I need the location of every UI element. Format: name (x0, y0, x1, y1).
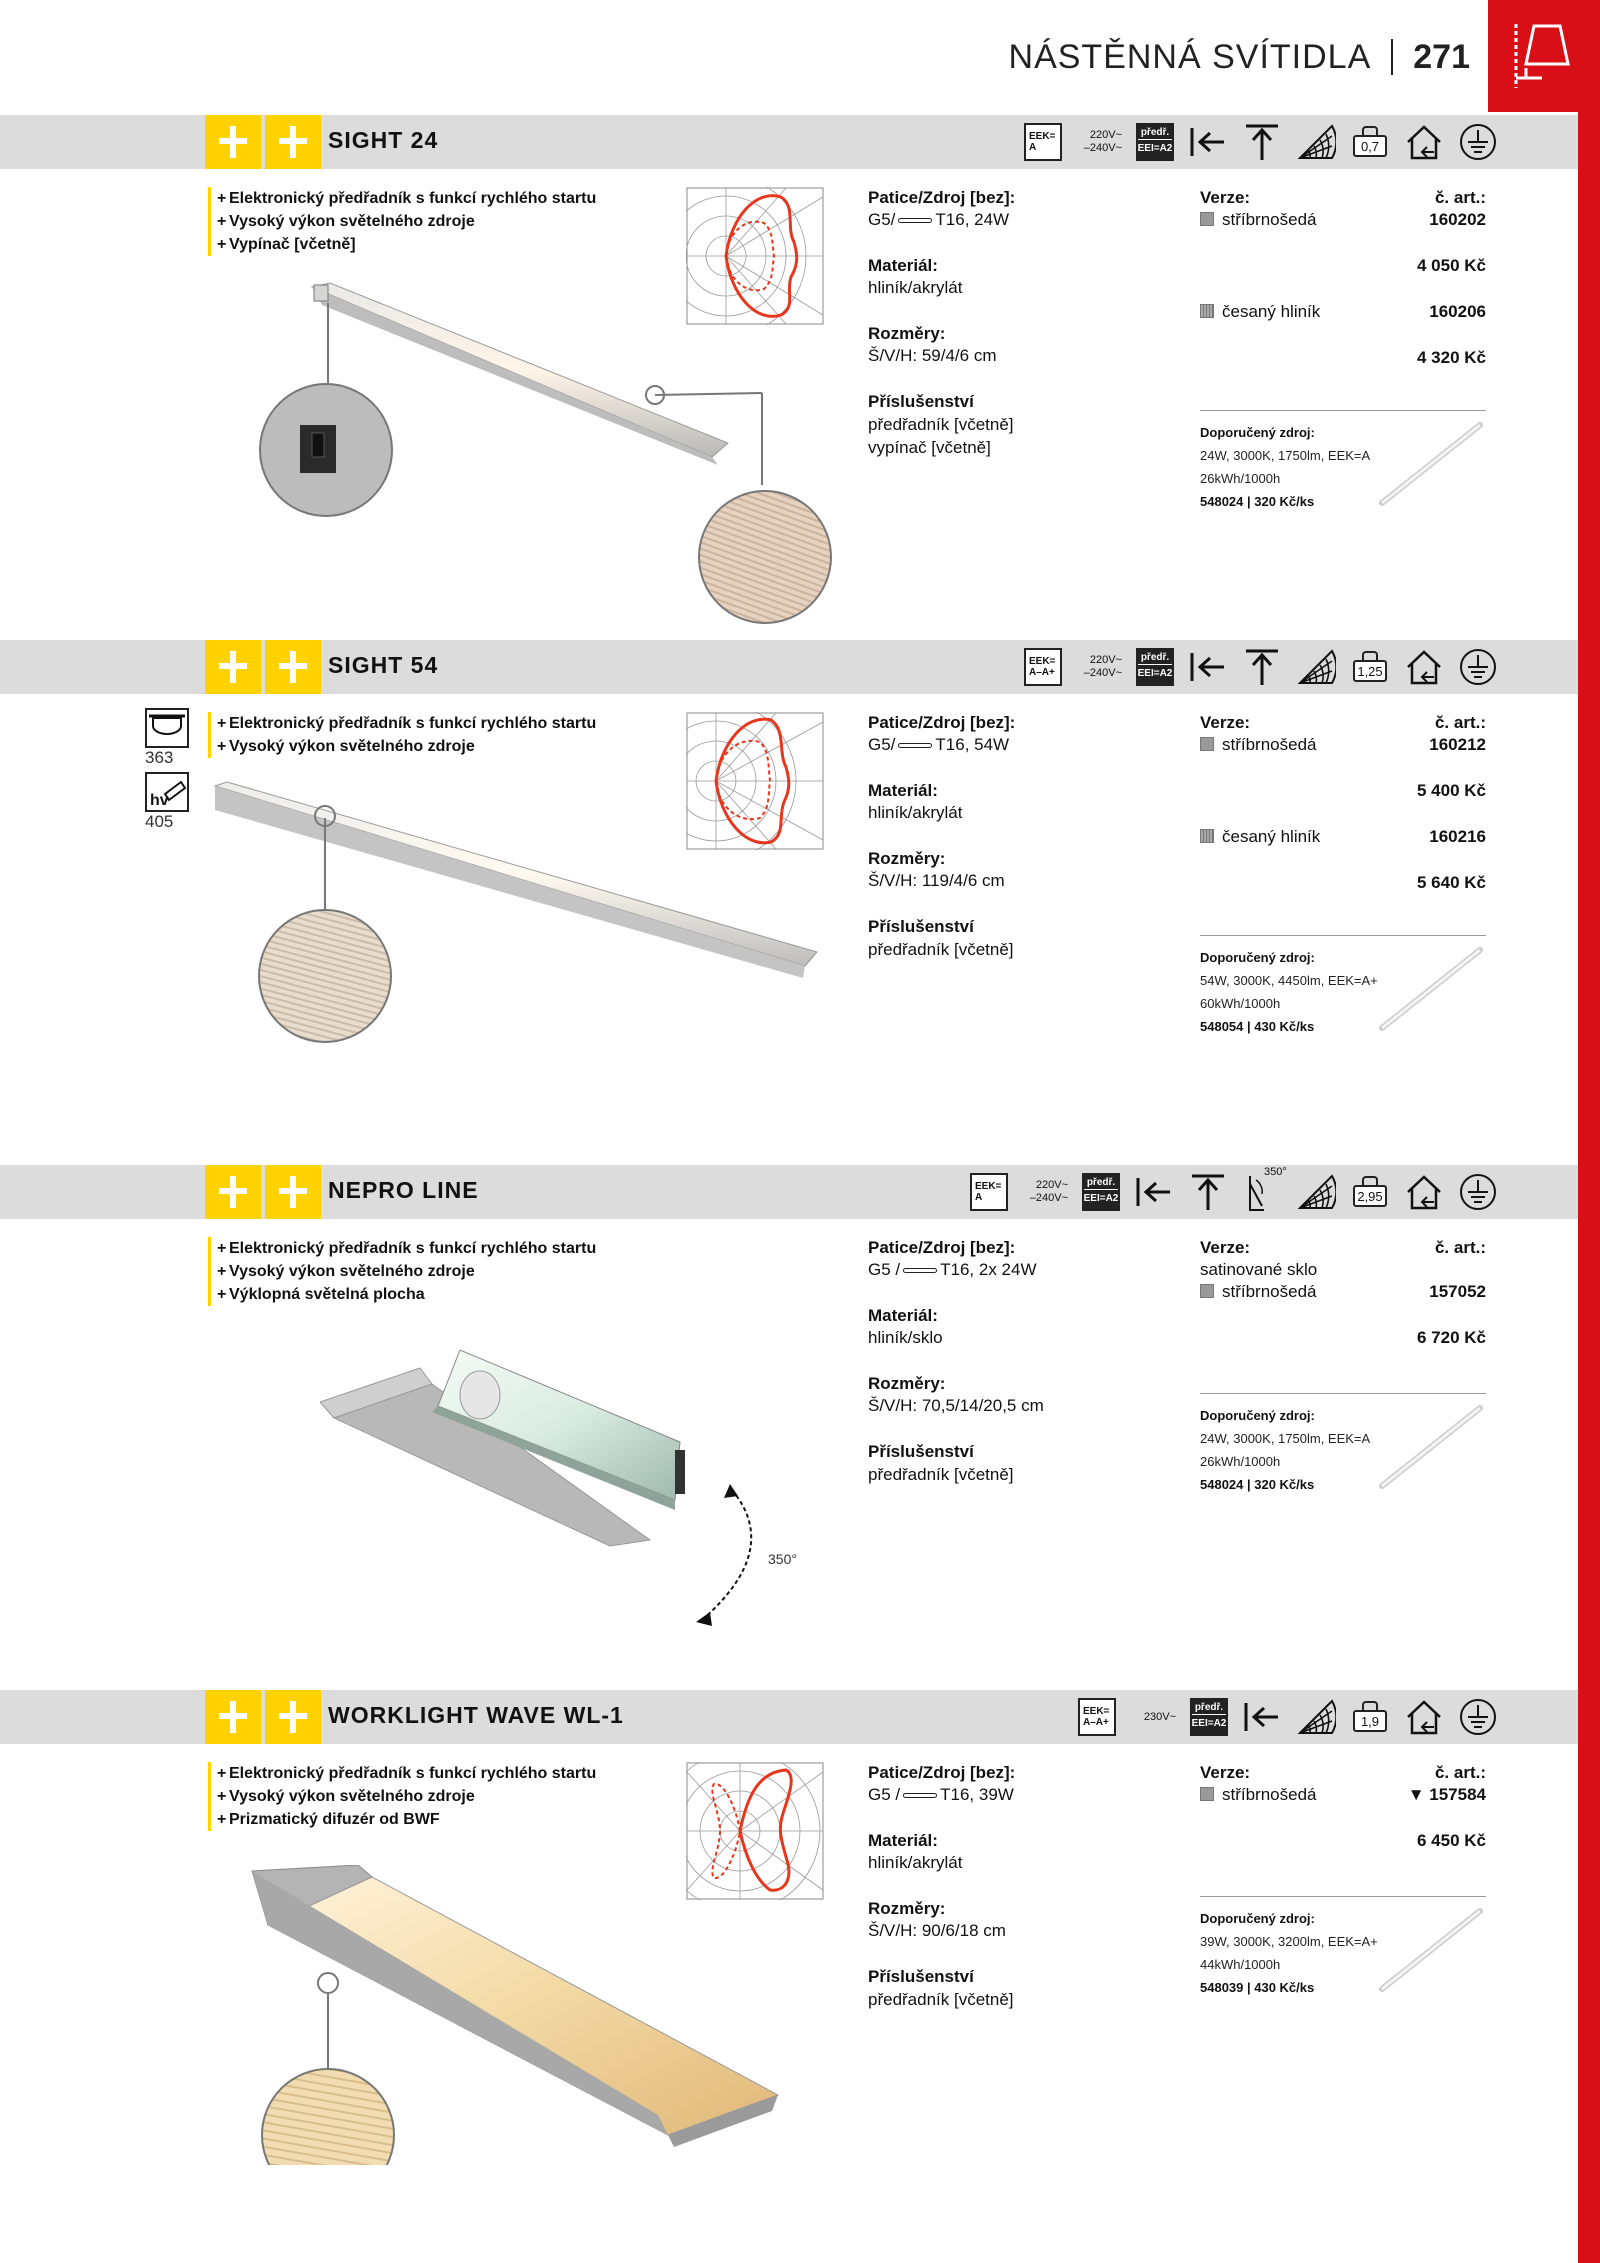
product-title: WORKLIGHT WAVE WL-1 (328, 1702, 624, 1728)
spec-column (868, 712, 1138, 961)
hv-spot-icon: hv (145, 772, 189, 812)
recommended-price: 548024 | 320 Kč/ks (1200, 1477, 1315, 1492)
product-image (205, 780, 835, 1090)
recommended-label: Doporučený zdroj: (1200, 1408, 1315, 1423)
side-icon-group (145, 708, 189, 832)
color-swatch (1200, 304, 1214, 318)
wall-lamp-icon (1510, 18, 1578, 94)
feature-item: + Elektronický předřadník s funkcí rychlého startu (217, 190, 597, 207)
spec-label: Patice/Zdroj [bez]: (868, 713, 1016, 732)
fluorescent-icon (265, 1165, 321, 1219)
version-label: Verze: (1200, 188, 1251, 207)
feature-item: + Vysoký výkon světelného zdroje (217, 1788, 475, 1805)
color-swatch (1200, 737, 1214, 751)
recommended-spec: 24W, 3000K, 1750lm, EEK=A (1200, 448, 1371, 463)
product-image (320, 1350, 820, 1650)
spec-label: Příslušenství (868, 392, 974, 411)
spec-label: Rozměry: (868, 1374, 946, 1393)
indoor-use-icon (1404, 1697, 1444, 1737)
feature-item: + Vysoký výkon světelného zdroje (217, 738, 475, 755)
spec-label: Materiál: (868, 781, 938, 800)
version-column (1200, 1237, 1486, 1349)
fluorescent-icon (205, 115, 261, 169)
feature-list (208, 1237, 596, 1306)
indoor-use-icon (1404, 1172, 1444, 1212)
tube-lamp-icon (1376, 419, 1486, 509)
ground-protection-icon (1458, 1697, 1498, 1737)
article-label: č. art.: (1434, 713, 1486, 732)
ground-protection-icon (1458, 122, 1498, 162)
ballast-icon: předř. EEI=A2 (1136, 648, 1174, 686)
ballast-icon: předř. EEI=A2 (1082, 1173, 1120, 1211)
recommended-source (1200, 1896, 1486, 1999)
ceiling-mount-icon (145, 708, 189, 748)
feature-item: + Elektronický předřadník s funkcí rychlého startu (217, 1240, 597, 1257)
version-label: Verze: (1200, 713, 1251, 732)
spec-label: Rozměry: (868, 324, 946, 343)
version-label: Verze: (1200, 1763, 1251, 1782)
beam-angle-icon (1296, 1172, 1336, 1212)
feature-item: + Vysoký výkon světelného zdroje (217, 213, 475, 230)
spec-label: Rozměry: (868, 849, 946, 868)
feature-item: + Elektronický předřadník s funkcí rychlého startu (217, 1765, 597, 1782)
feature-item: + Vypínač [včetně] (217, 236, 356, 253)
energy-class-icon: EEK= A (970, 1173, 1008, 1211)
spec-label: Rozměry: (868, 1899, 946, 1918)
product-section-sight-54 (0, 640, 1578, 1160)
feature-item: + Elektronický předřadník s funkcí rychlého startu (217, 715, 597, 732)
feature-list (208, 187, 596, 256)
rotation-label: 350° (768, 1551, 797, 1567)
price: 5 640 Kč (1417, 873, 1486, 892)
weight-icon: 2,95 (1350, 1172, 1390, 1212)
version-name: stříbrnošedá (1200, 1784, 1317, 1806)
indoor-use-icon (1404, 647, 1444, 687)
spec-value: Š/V/H: 90/6/18 cm (868, 1921, 1006, 1940)
spec-icon-row (970, 1166, 1498, 1213)
spec-value: hliník/sklo (868, 1328, 943, 1347)
article-number: 160202 (1429, 210, 1486, 229)
direction-up-icon (1188, 1172, 1228, 1212)
tube-lamp-icon (1376, 1402, 1486, 1492)
ground-protection-icon (1458, 647, 1498, 687)
color-swatch (1200, 212, 1214, 226)
direction-up-icon (1242, 647, 1282, 687)
spec-column (868, 187, 1138, 459)
page-header (1009, 36, 1470, 78)
fluorescent-icon (205, 1165, 261, 1219)
spec-label: Patice/Zdroj [bez]: (868, 1238, 1016, 1257)
beam-angle-icon (1296, 1697, 1336, 1737)
recommended-energy: 26kWh/1000h (1200, 1454, 1281, 1469)
version-name: česaný hliník (1200, 826, 1320, 848)
version-name: stříbrnošedá (1200, 209, 1317, 231)
color-swatch (1200, 829, 1214, 843)
color-swatch (1200, 1787, 1214, 1801)
ground-protection-icon (1458, 1172, 1498, 1212)
price: 6 720 Kč (1417, 1328, 1486, 1347)
feature-list (208, 1762, 596, 1831)
spec-icon-row (1024, 121, 1498, 163)
recommended-label: Doporučený zdroj: (1200, 950, 1315, 965)
ballast-icon: předř. EEI=A2 (1190, 1698, 1228, 1736)
spec-label: Příslušenství (868, 1967, 974, 1986)
page-title: NÁSTĚNNÁ SVÍTIDLA (1008, 37, 1372, 76)
tube-lamp-icon (1376, 944, 1486, 1034)
spec-label: Příslušenství (868, 1442, 974, 1461)
recommended-energy: 26kWh/1000h (1200, 471, 1281, 486)
tube-lamp-icon (1376, 1905, 1486, 1995)
recommended-price: 548039 | 430 Kč/ks (1200, 1980, 1315, 1995)
spec-label: Materiál: (868, 256, 938, 275)
spec-value: G5 / T16, 2x 24W (868, 1260, 1037, 1279)
article-number: 160206 (1429, 302, 1486, 321)
wall-mount-icon (1134, 1172, 1174, 1212)
article-label: č. art.: (1434, 1763, 1486, 1782)
fluorescent-icon (205, 1690, 261, 1744)
page-number: 271 (1413, 37, 1470, 76)
beam-angle-icon (1296, 122, 1336, 162)
energy-class-icon: EEK= A (1024, 123, 1062, 161)
product-image (250, 275, 840, 635)
product-section-sight-24 (0, 115, 1578, 635)
version-name: stříbrnošedá (1200, 734, 1317, 756)
color-swatch (1200, 1284, 1214, 1298)
recommended-label: Doporučený zdroj: (1200, 425, 1315, 440)
wall-mount-icon (1242, 1697, 1282, 1737)
feature-list (208, 712, 596, 758)
recommended-spec: 54W, 3000K, 4450lm, EEK=A+ (1200, 973, 1378, 988)
article-number: 160216 (1429, 827, 1486, 846)
spec-label: Příslušenství (868, 917, 974, 936)
spec-value: G5 / T16, 39W (868, 1785, 1014, 1804)
voltage-label: 220V~ –240V~ (1029, 1179, 1068, 1204)
price: 6 450 Kč (1417, 1831, 1486, 1850)
spec-value: hliník/akrylát (868, 803, 963, 822)
energy-class-icon: EEK= A–A+ (1078, 1698, 1116, 1736)
recommended-price: 548024 | 320 Kč/ks (1200, 494, 1315, 509)
indoor-use-icon (1404, 122, 1444, 162)
spec-icon-row (1024, 646, 1498, 688)
rotation-icon: 350° (1242, 1172, 1282, 1212)
recommended-energy: 60kWh/1000h (1200, 996, 1281, 1011)
product-title: NEPRO LINE (328, 1177, 479, 1203)
voltage-label: 230V~ (1143, 1711, 1176, 1723)
product-title: SIGHT 54 (328, 652, 439, 678)
side-icon-number: 405 (145, 812, 174, 831)
version-name: česaný hliník (1200, 301, 1320, 323)
voltage-label: 220V~ –240V~ (1083, 129, 1122, 154)
spec-label: Materiál: (868, 1306, 938, 1325)
article-number: 157052 (1429, 1282, 1486, 1301)
header-separator (1391, 39, 1393, 75)
feature-item: + Výklopná světelná plocha (217, 1286, 425, 1303)
weight-icon: 1,25 (1350, 647, 1390, 687)
accessory-value: předřadník [včetně] (868, 1465, 1014, 1484)
product-section-nepro-line (0, 1165, 1578, 1685)
version-note: satinované sklo (1200, 1260, 1318, 1279)
version-column (1200, 712, 1486, 894)
weight-icon: 1,9 (1350, 1697, 1390, 1737)
article-number: ▼ 157584 (1407, 1785, 1486, 1804)
price: 4 050 Kč (1417, 256, 1486, 275)
side-icon-number: 363 (145, 748, 174, 767)
spec-column (868, 1762, 1138, 2011)
price: 4 320 Kč (1417, 348, 1486, 367)
category-tab (1488, 0, 1600, 112)
version-name: stříbrnošedá (1200, 1281, 1317, 1303)
spec-label: Patice/Zdroj [bez]: (868, 1763, 1016, 1782)
version-label: Verze: (1200, 1238, 1251, 1257)
voltage-label: 220V~ –240V~ (1083, 654, 1122, 679)
accessory-value: předřadník [včetně] (868, 940, 1014, 959)
recommended-source (1200, 410, 1486, 513)
spec-value: hliník/akrylát (868, 1853, 963, 1872)
wall-mount-icon (1188, 647, 1228, 687)
spec-value: G5/ T16, 24W (868, 210, 1010, 229)
spec-value: Š/V/H: 119/4/6 cm (868, 871, 1005, 890)
recommended-energy: 44kWh/1000h (1200, 1957, 1281, 1972)
spec-column (868, 1237, 1138, 1486)
ballast-icon: předř. EEI=A2 (1136, 123, 1174, 161)
fluorescent-icon (265, 1690, 321, 1744)
energy-class-icon: EEK= A–A+ (1024, 648, 1062, 686)
product-section-worklight-wave (0, 1690, 1578, 2250)
article-label: č. art.: (1434, 1238, 1486, 1257)
recommended-price: 548054 | 430 Kč/ks (1200, 1019, 1315, 1034)
accessory-value: vypínač [včetně] (868, 438, 991, 457)
recommended-label: Doporučený zdroj: (1200, 1911, 1315, 1926)
wall-mount-icon (1188, 122, 1228, 162)
weight-icon: 0,7 (1350, 122, 1390, 162)
recommended-source (1200, 1393, 1486, 1496)
spec-value: Š/V/H: 70,5/14/20,5 cm (868, 1396, 1044, 1415)
spec-label: Patice/Zdroj [bez]: (868, 188, 1016, 207)
right-edge-bar (1578, 0, 1600, 2263)
recommended-spec: 24W, 3000K, 1750lm, EEK=A (1200, 1431, 1371, 1446)
feature-item: + Vysoký výkon světelného zdroje (217, 1263, 475, 1280)
spec-icon-row (1078, 1696, 1498, 1738)
product-image (238, 1865, 788, 2165)
recommended-source (1200, 935, 1486, 1038)
version-column (1200, 1762, 1486, 1852)
direction-up-icon (1242, 122, 1282, 162)
article-label: č. art.: (1434, 188, 1486, 207)
fluorescent-icon (205, 640, 261, 694)
spec-value: Š/V/H: 59/4/6 cm (868, 346, 997, 365)
spec-label: Materiál: (868, 1831, 938, 1850)
feature-item: + Prizmatický difuzér od BWF (217, 1811, 440, 1828)
price: 5 400 Kč (1417, 781, 1486, 800)
spec-value: hliník/akrylát (868, 278, 963, 297)
recommended-spec: 39W, 3000K, 3200lm, EEK=A+ (1200, 1934, 1378, 1949)
fluorescent-icon (265, 640, 321, 694)
product-title: SIGHT 24 (328, 127, 439, 153)
version-column (1200, 187, 1486, 369)
fluorescent-icon (265, 115, 321, 169)
article-number: 160212 (1429, 735, 1486, 754)
beam-angle-icon (1296, 647, 1336, 687)
spec-value: G5/ T16, 54W (868, 735, 1010, 754)
accessory-value: předřadník [včetně] (868, 1990, 1014, 2009)
accessory-value: předřadník [včetně] (868, 415, 1014, 434)
